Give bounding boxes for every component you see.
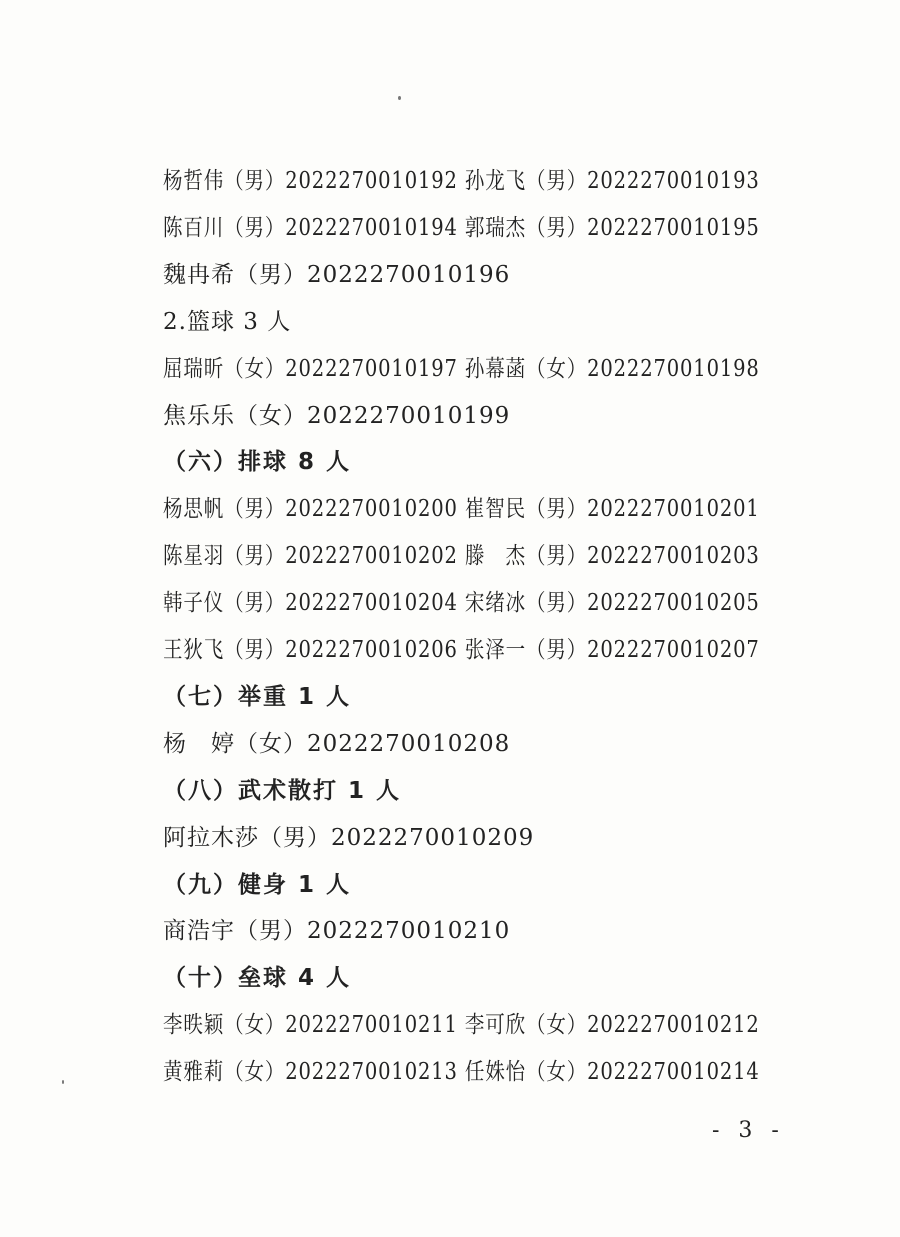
roster-line: 商浩宇（男）2022270010210 bbox=[163, 918, 511, 944]
section-heading-weightlifting: （七）举重 1 人 bbox=[163, 684, 352, 710]
roster-line: 陈星羽（男）2022270010202 滕 杰（男）2022270010203 bbox=[163, 543, 760, 569]
section-heading-volleyball: （六）排球 8 人 bbox=[163, 449, 352, 475]
section-heading-sanda: （八）武术散打 1 人 bbox=[163, 778, 402, 804]
roster-line: 陈百川（男）2022270010194 郭瑞杰（男）2022270010195 bbox=[163, 215, 760, 241]
roster-line: 杨思帆（男）2022270010200 崔智民（男）2022270010201 bbox=[163, 496, 760, 522]
roster-line: 黄雅莉（女）2022270010213 任姝怡（女）2022270010214 bbox=[163, 1059, 760, 1085]
scan-speck bbox=[398, 96, 401, 100]
roster-line: 屈瑞昕（女）2022270010197 孙幕菡（女）2022270010198 bbox=[163, 356, 760, 382]
roster-line: 阿拉木莎（男）2022270010209 bbox=[163, 825, 535, 851]
page-number: - 3 - bbox=[712, 1118, 785, 1143]
section-heading-softball: （十）垒球 4 人 bbox=[163, 965, 352, 991]
roster-line: 韩子仪（男）2022270010204 宋绪冰（男）2022270010205 bbox=[163, 590, 760, 616]
roster-line: 杨哲伟（男）2022270010192 孙龙飞（男）2022270010193 bbox=[163, 168, 760, 194]
section-heading-fitness: （九）健身 1 人 bbox=[163, 872, 352, 898]
roster-line: 魏冉希（男）2022270010196 bbox=[163, 262, 511, 288]
roster-line: 王狄飞（男）2022270010206 张泽一（男）2022270010207 bbox=[163, 637, 760, 663]
roster-line: 焦乐乐（女）2022270010199 bbox=[163, 403, 511, 429]
scan-speck bbox=[62, 1080, 64, 1084]
roster-line: 杨 婷（女）2022270010208 bbox=[163, 731, 511, 757]
sub-heading-basketball: 2.篮球 3 人 bbox=[163, 309, 292, 335]
roster-line: 李昳颖（女）2022270010211 李可欣（女）2022270010212 bbox=[163, 1012, 760, 1038]
